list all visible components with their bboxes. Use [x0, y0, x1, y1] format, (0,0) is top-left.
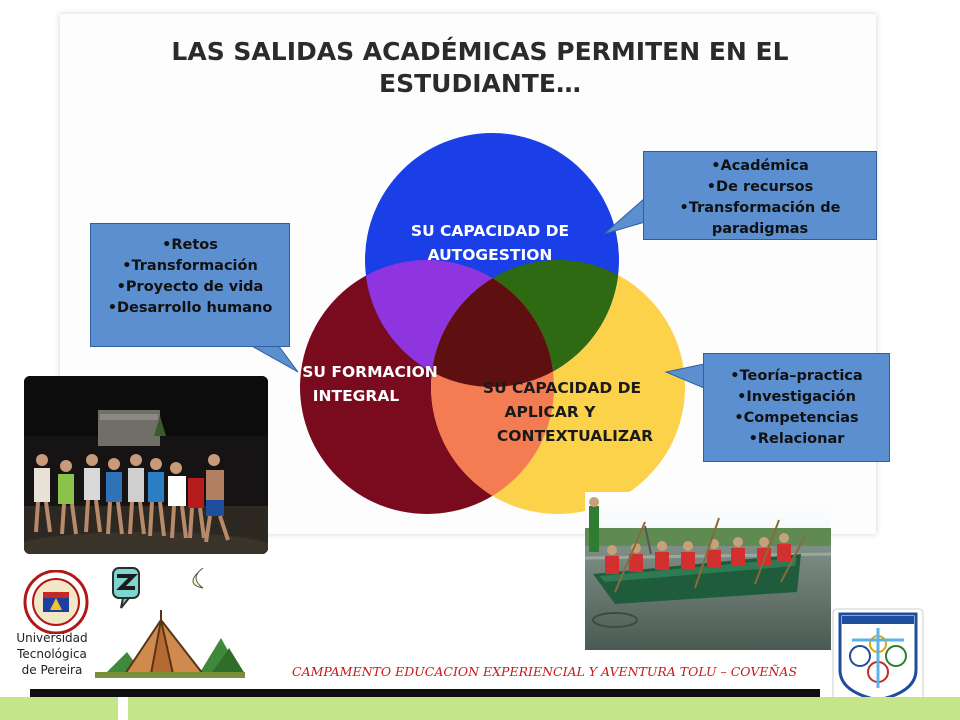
photo-canoe-image [585, 492, 831, 650]
label-autogestion-1: SU CAPACIDAD DE [410, 222, 570, 240]
footer-green-bar-gap [118, 697, 128, 720]
callout-left-item: •Proyecto de vida [116, 279, 264, 295]
callout-top-right [643, 151, 877, 240]
photo-night-activity-image [24, 376, 268, 554]
callout-left-item: •Retos [162, 237, 218, 253]
label-aplicar-2: APLICAR Y [504, 403, 596, 421]
utp-logo-seal [16, 570, 96, 634]
label-autogestion-2: AUTOGESTION [427, 246, 553, 264]
title-line-2: ESTUDIANTE… [379, 69, 581, 98]
utp-logo-text [14, 630, 90, 678]
callout-top-right-item: •De recursos [706, 179, 814, 195]
label-formacion-2: INTEGRAL [312, 387, 400, 405]
callout-left-tail [250, 345, 298, 372]
tent-clipart [95, 562, 245, 682]
callout-top-right-item: •Académica [711, 158, 809, 174]
callout-top-right-item: paradigmas [711, 221, 809, 237]
callout-left-item: •Transformación [122, 258, 258, 274]
callout-bottom-right-item: •Investigación [737, 389, 856, 405]
callout-bottom-right-item: •Competencias [734, 410, 859, 426]
callout-left [90, 223, 290, 347]
callout-bottom-right-item: •Teoría–practica [730, 368, 863, 384]
utp-logo-line: Universidad [16, 631, 88, 645]
moon-icon [193, 568, 203, 588]
footer-green-bar [0, 697, 960, 720]
photo-night-activity [24, 376, 268, 554]
faculty-logo-shield [832, 608, 924, 704]
callout-bottom-right [703, 353, 890, 462]
label-aplicar-1: SU CAPACIDAD DE [482, 379, 642, 397]
utp-logo-line: Tecnológica [17, 647, 87, 661]
callout-left-item: •Desarrollo humano [107, 300, 273, 316]
footer-rule [30, 689, 820, 697]
utp-logo-line: de Pereira [21, 663, 83, 677]
callout-top-right-item: •Transformación de [679, 200, 841, 216]
photo-canoe [585, 492, 831, 650]
label-aplicar-3: CONTEXTUALIZAR [496, 427, 654, 445]
label-formacion-1: SU FORMACION [302, 363, 438, 381]
title-line-1: LAS SALIDAS ACADÉMICAS PERMITEN EN EL [171, 37, 789, 66]
callout-bottom-right-item: •Relacionar [748, 431, 845, 447]
footer-caption: CAMPAMENTO EDUCACION EXPERIENCIAL Y AVENTURA TOLU – COVEÑAS [292, 664, 798, 679]
